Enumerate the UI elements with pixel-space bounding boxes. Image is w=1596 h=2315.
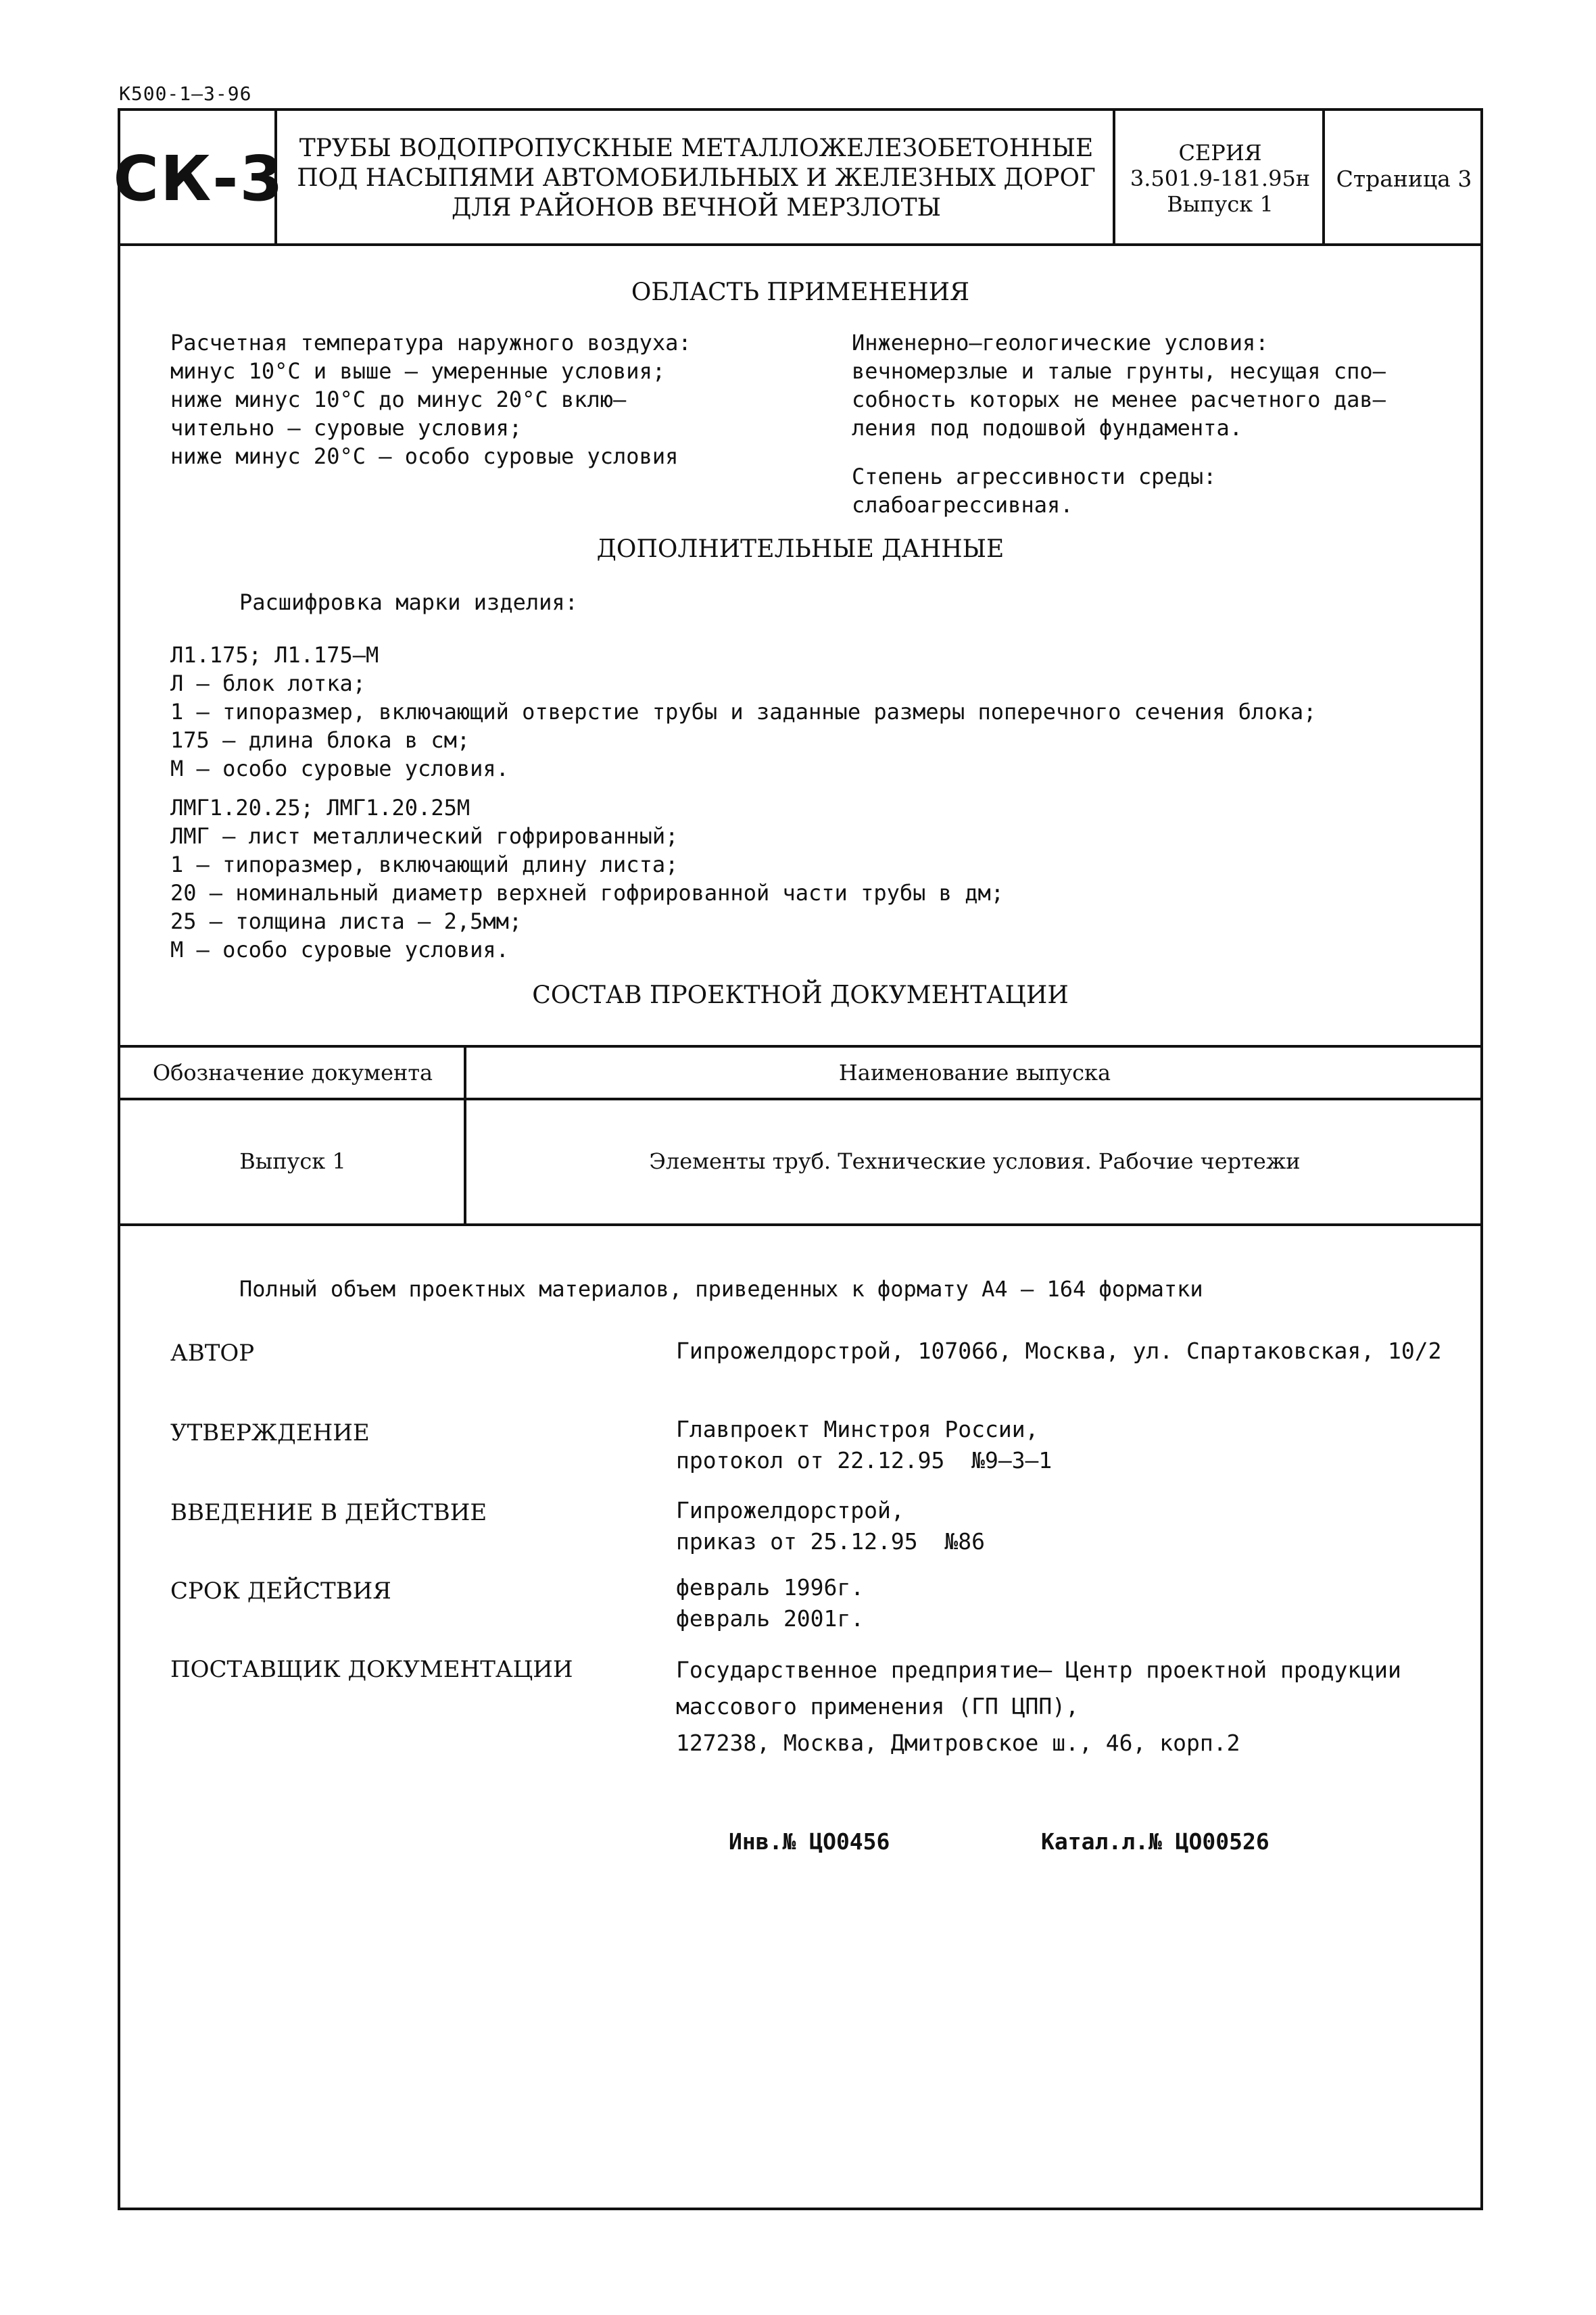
marking-line: 1 – типоразмер, включающий длину листа;	[170, 852, 679, 877]
scope-line: Инженерно–геологические условия:	[852, 330, 1269, 356]
scope-line: вечномерзлые и талые грунты, несущая спо–	[852, 358, 1386, 384]
series-label: СЕРИЯ	[1178, 140, 1262, 166]
scope-aggressiveness	[852, 462, 1216, 519]
detail-line: массового применения (ГП ЦПП),	[676, 1693, 1080, 1720]
validity-value	[676, 1572, 864, 1634]
author-value	[676, 1336, 1441, 1367]
marking-line: 20 – номинальный диаметр верхней гофрированной части трубы в дм;	[170, 880, 1004, 906]
detail-line: приказ от 25.12.95 №86	[676, 1528, 985, 1555]
supplier-label: ПОСТАВЩИК ДОКУМЕНТАЦИИ	[170, 1656, 573, 1683]
divider	[120, 243, 1480, 246]
table-header-name: Наименование выпуска	[838, 1060, 1111, 1086]
marking-line: ЛМГ1.20.25; ЛМГ1.20.25М	[170, 795, 470, 821]
table-cell-designation: Выпуск 1	[239, 1148, 346, 1174]
supplier-value	[676, 1652, 1401, 1761]
issue-number: Выпуск 1	[1167, 191, 1274, 217]
detail-line: 127238, Москва, Дмитровское ш., 46, корп.2	[676, 1730, 1240, 1756]
marking-line: 1 – типоразмер, включающий отверстие трубы и заданные размеры поперечного сечения блока;	[170, 699, 1317, 725]
marking-line: Л – блок лотка;	[170, 671, 366, 696]
approval-value	[676, 1414, 1052, 1476]
scope-line: слабоагрессивная.	[852, 492, 1073, 518]
extra-heading: ДОПОЛНИТЕЛЬНЫЕ ДАННЫЕ	[596, 535, 1005, 563]
marking-block-2	[170, 794, 1004, 964]
approval-label: УТВЕРЖДЕНИЕ	[170, 1419, 370, 1446]
table-header-designation: Обозначение документа	[152, 1060, 433, 1086]
detail-line: Гипрожелдорстрой, 107066, Москва, ул. Спартаковская, 10/2	[676, 1338, 1442, 1364]
enactment-value	[676, 1495, 985, 1557]
document-code: К500-1—3-96	[119, 82, 252, 105]
marking-line: Л1.175; Л1.175–М	[170, 642, 379, 668]
marking-line: 25 – толщина листа – 2,5мм;	[170, 908, 523, 934]
table-cell-name: Элементы труб. Технические условия. Рабочие чертежи	[649, 1148, 1301, 1174]
scope-line: Расчетная температура наружного воздуха:	[170, 330, 692, 356]
scope-line: чительно – суровые условия;	[170, 415, 523, 441]
detail-line: февраль 2001г.	[676, 1605, 865, 1632]
scope-line: минус 10°С и выше – умеренные условия;	[170, 358, 666, 384]
detail-line: протокол от 22.12.95 №9–3–1	[676, 1447, 1053, 1473]
series-number: 3.501.9-181.95н	[1130, 166, 1311, 191]
marking-block-1	[170, 641, 1316, 783]
catalog-number: Катал.л.№ ЦО00526	[1041, 1828, 1269, 1855]
validity-label: СРОК ДЕЙСТВИЯ	[170, 1578, 391, 1605]
header-stamp: СК-3	[113, 142, 285, 215]
detail-line: Государственное предприятие– Центр проектной продукции	[676, 1657, 1401, 1683]
scope-heading: ОБЛАСТЬ ПРИМЕНЕНИЯ	[631, 278, 970, 306]
scope-line: ниже минус 20°С – особо суровые условия	[170, 443, 679, 469]
scope-line: ления под подошвой фундамента.	[852, 415, 1242, 441]
title-line: ТРУБЫ ВОДОПРОПУСКНЫЕ МЕТАЛЛОЖЕЛЕЗОБЕТОННЫЕ	[299, 135, 1094, 162]
inventory-number: Инв.№ ЦО0456	[729, 1828, 890, 1855]
document-title	[277, 111, 1115, 246]
enactment-label: ВВЕДЕНИЕ В ДЕЙСТВИЕ	[170, 1499, 487, 1526]
page-number: Страница 3	[1336, 165, 1472, 192]
detail-line: Гипрожелдорстрой,	[676, 1497, 904, 1524]
scope-line: ниже минус 10°С до минус 20°С вклю–	[170, 387, 627, 412]
series-block	[1115, 111, 1325, 246]
scope-line: Степень агрессивности среды:	[852, 464, 1217, 489]
scope-temperature	[170, 328, 692, 470]
title-line: ПОД НАСЫПЯМИ АВТОМОБИЛЬНЫХ И ЖЕЛЕЗНЫХ ДОРОГ	[297, 164, 1096, 192]
divider	[120, 1223, 1480, 1226]
title-line: ДЛЯ РАЙОНОВ ВЕЧНОЙ МЕРЗЛОТЫ	[451, 194, 942, 222]
detail-line: февраль 1996г.	[676, 1574, 865, 1601]
marking-line: М – особо суровые условия.	[170, 756, 509, 781]
detail-line: Главпроект Минстроя России,	[676, 1416, 1039, 1442]
scope-line: собность которых не менее расчетного дав–	[852, 387, 1386, 412]
page-frame	[113, 108, 1483, 2210]
scope-geology	[852, 328, 1386, 442]
volume-text: Полный объем проектных материалов, приведенных к формату А4 – 164 форматки	[239, 1276, 1203, 1302]
author-label: АВТОР	[170, 1340, 255, 1367]
marking-title: Расшифровка марки изделия:	[239, 589, 578, 615]
composition-heading: СОСТАВ ПРОЕКТНОЙ ДОКУМЕНТАЦИИ	[532, 981, 1069, 1009]
marking-line: ЛМГ – лист металлический гофрированный;	[170, 823, 679, 849]
marking-line: М – особо суровые условия.	[170, 937, 509, 962]
marking-line: 175 – длина блока в см;	[170, 727, 470, 753]
